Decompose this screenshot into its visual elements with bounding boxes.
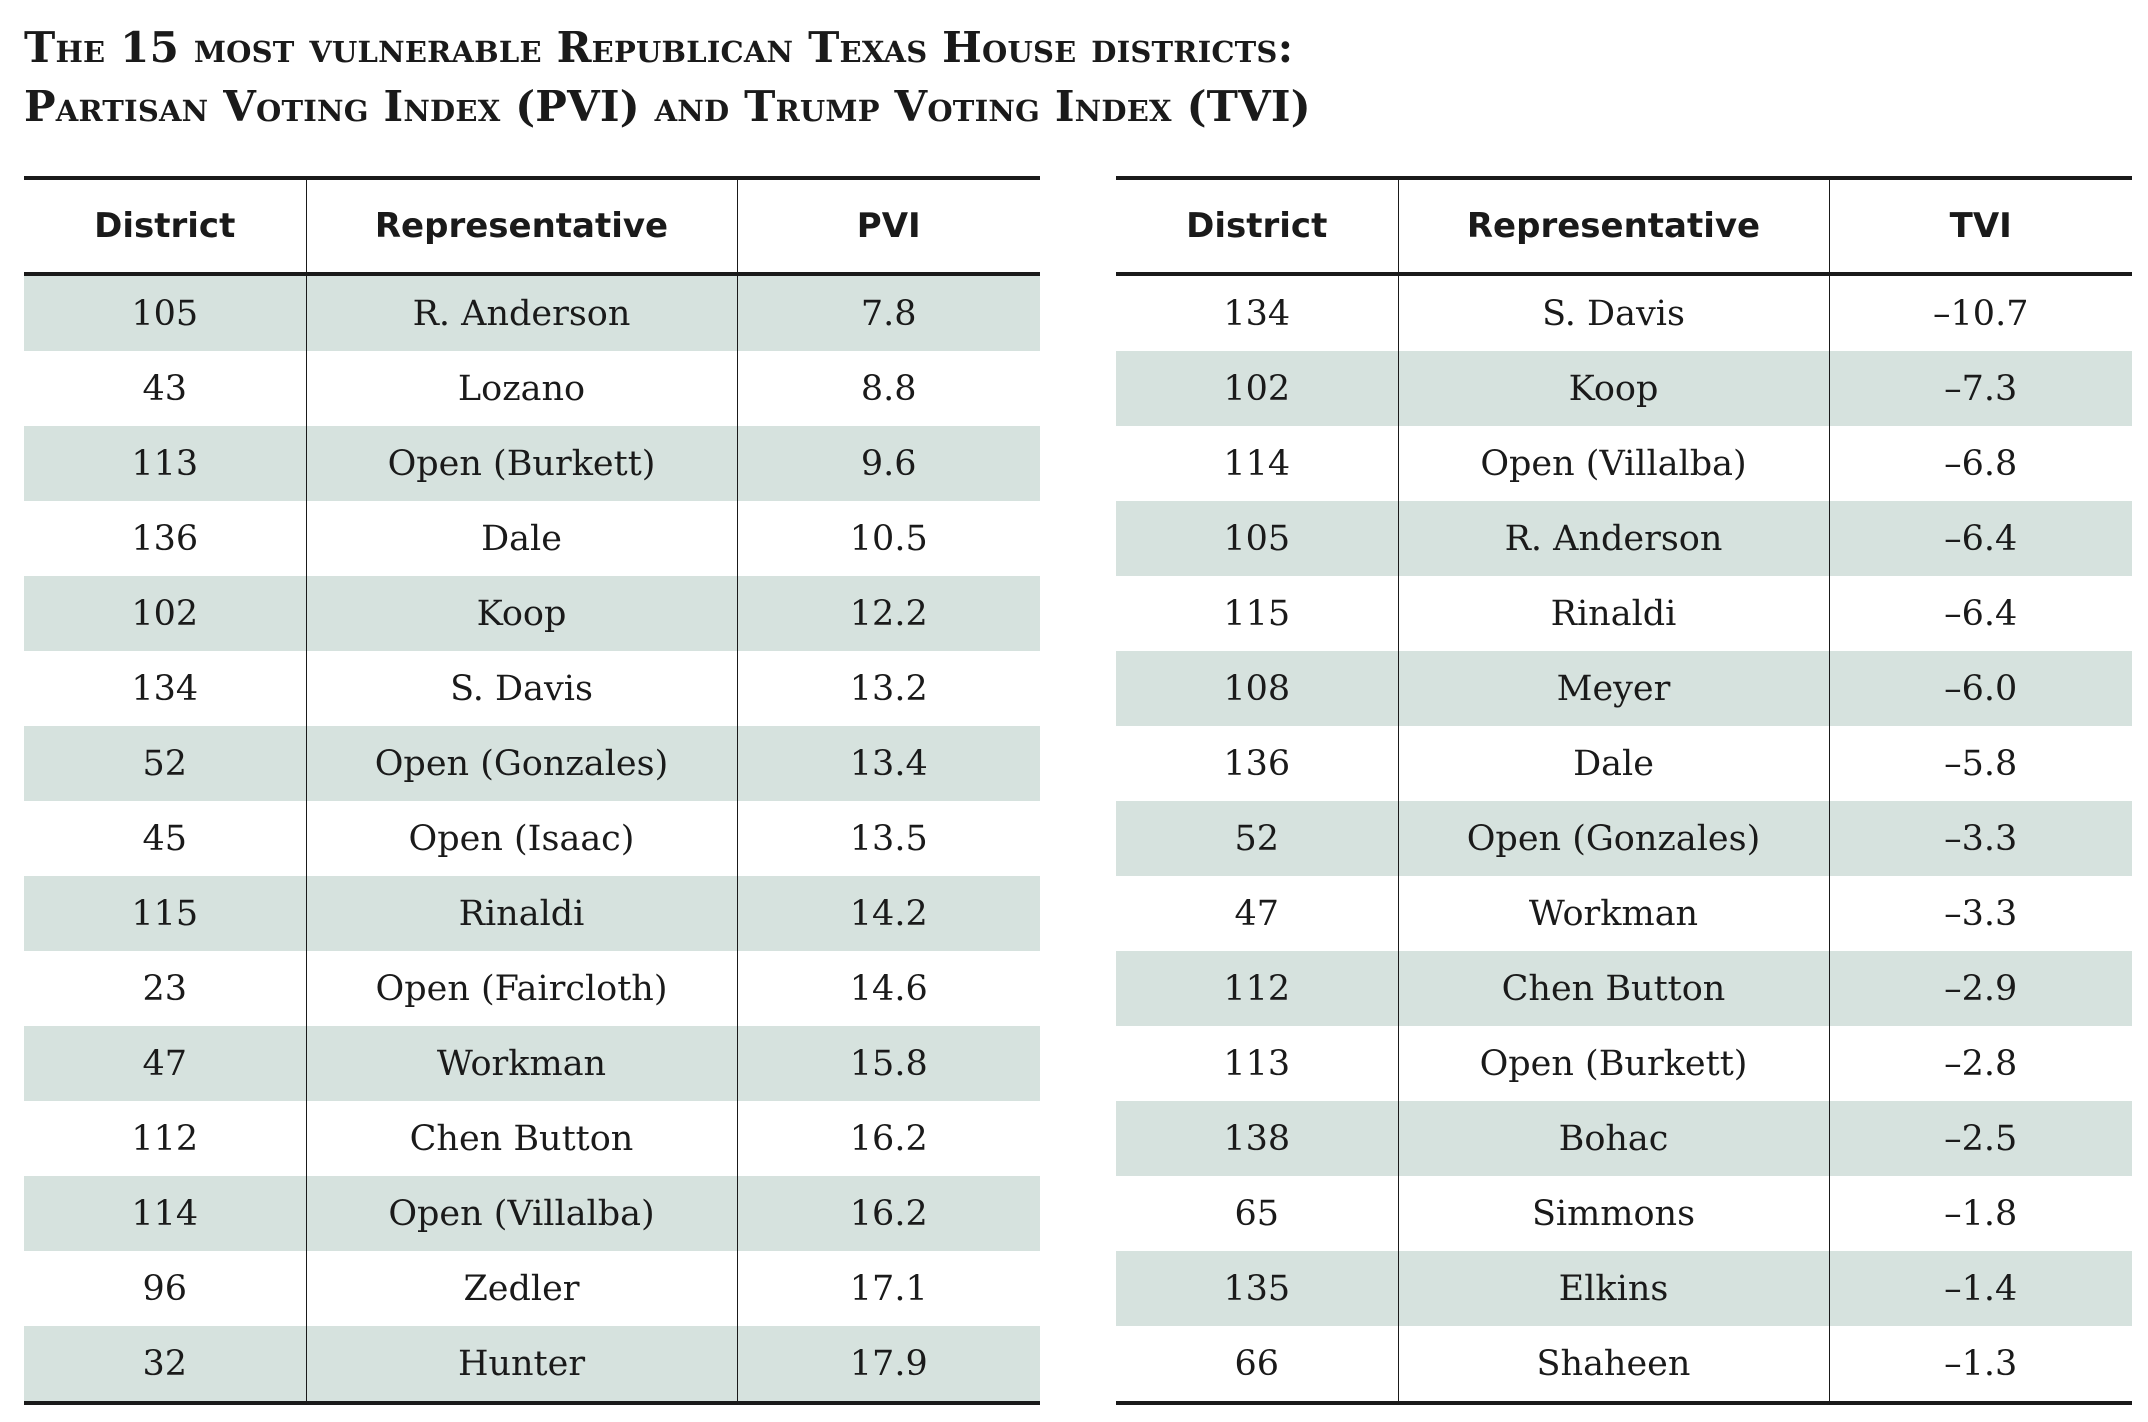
table-row xyxy=(24,274,1040,351)
index-value-cell: 9.6 xyxy=(737,426,1040,501)
table-header-row xyxy=(24,178,1040,274)
district-cell: 108 xyxy=(1116,651,1398,726)
column-header-tvi: TVI xyxy=(1829,178,2132,274)
representative-cell: Open (Burkett) xyxy=(306,426,737,501)
representative-cell: S. Davis xyxy=(306,651,737,726)
index-value-cell: 13.4 xyxy=(737,726,1040,801)
table-row xyxy=(24,1326,1040,1403)
table-row xyxy=(24,651,1040,726)
representative-cell: Hunter xyxy=(306,1326,737,1403)
index-value-cell: 8.8 xyxy=(737,351,1040,426)
district-cell: 23 xyxy=(142,968,188,1009)
representative-cell: Open (Villalba) xyxy=(306,1176,737,1251)
representative-cell: Dale xyxy=(306,501,737,576)
district-cell: 96 xyxy=(142,1268,188,1309)
district-cell: 138 xyxy=(1116,1101,1398,1176)
index-value-cell: –1.8 xyxy=(1829,1176,2132,1251)
index-value-cell: –6.4 xyxy=(1829,501,2132,576)
representative-cell: Meyer xyxy=(1398,651,1829,726)
title-line-2: Partisan Voting Index (PVI) and Trump Voting Index (TVI) xyxy=(24,82,1311,131)
district-cell: 112 xyxy=(131,1118,199,1159)
representative-cell: Bohac xyxy=(1398,1101,1829,1176)
table-header-row xyxy=(1116,178,2132,274)
table-row xyxy=(24,576,1040,651)
table-row xyxy=(1116,1326,2132,1403)
table-row xyxy=(1116,501,2132,576)
district-cell: 135 xyxy=(1116,1251,1398,1326)
index-value-cell: 14.2 xyxy=(737,876,1040,951)
district-cell: 114 xyxy=(24,1176,306,1251)
representative-cell: Koop xyxy=(306,576,737,651)
table-row xyxy=(24,501,1040,576)
table-row xyxy=(24,726,1040,801)
table-row xyxy=(24,951,1040,1026)
district-cell: 134 xyxy=(131,668,199,709)
table-row xyxy=(1116,1251,2132,1326)
table-row xyxy=(1116,274,2132,351)
district-cell: 47 xyxy=(1234,893,1280,934)
index-value-cell: –2.9 xyxy=(1829,951,2132,1026)
district-cell: 65 xyxy=(1234,1193,1280,1234)
district-cell: 134 xyxy=(1223,293,1291,334)
table-row xyxy=(24,801,1040,876)
representative-cell: Open (Burkett) xyxy=(1398,1026,1829,1101)
representative-cell: Shaheen xyxy=(1398,1326,1829,1403)
district-cell: 113 xyxy=(1223,1043,1291,1084)
column-header-district: District xyxy=(24,178,306,274)
column-header-pvi: PVI xyxy=(737,178,1040,274)
table-row xyxy=(24,1101,1040,1176)
representative-cell: Simmons xyxy=(1398,1176,1829,1251)
index-value-cell: 10.5 xyxy=(737,501,1040,576)
district-cell: 115 xyxy=(1223,593,1291,634)
table-row xyxy=(1116,726,2132,801)
index-value-cell: 17.1 xyxy=(737,1251,1040,1326)
table-row xyxy=(24,426,1040,501)
table-row xyxy=(24,1176,1040,1251)
table-row xyxy=(24,1026,1040,1101)
representative-cell: Open (Gonzales) xyxy=(306,726,737,801)
district-cell: 113 xyxy=(24,426,306,501)
column-header-district: District xyxy=(1116,178,1398,274)
index-value-cell: –1.4 xyxy=(1829,1251,2132,1326)
page-title xyxy=(24,18,1311,136)
index-value-cell: –3.3 xyxy=(1829,876,2132,951)
table-row xyxy=(1116,426,2132,501)
district-cell: 115 xyxy=(24,876,306,951)
district-cell: 52 xyxy=(1116,801,1398,876)
representative-cell: S. Davis xyxy=(1398,274,1829,351)
district-cell: 102 xyxy=(24,576,306,651)
index-value-cell: 14.6 xyxy=(737,951,1040,1026)
tvi-table xyxy=(1116,176,2132,1405)
index-value-cell: 12.2 xyxy=(737,576,1040,651)
tvi-table-body xyxy=(1116,274,2132,1403)
district-cell: 32 xyxy=(24,1326,306,1403)
index-value-cell: 15.8 xyxy=(737,1026,1040,1101)
column-header-representative: Representative xyxy=(306,178,737,274)
district-cell: 52 xyxy=(24,726,306,801)
representative-cell: R. Anderson xyxy=(1398,501,1829,576)
representative-cell: Open (Isaac) xyxy=(306,801,737,876)
table-row xyxy=(1116,1176,2132,1251)
table-row xyxy=(1116,876,2132,951)
district-cell: 43 xyxy=(142,368,188,409)
representative-cell: Workman xyxy=(306,1026,737,1101)
index-value-cell: –7.3 xyxy=(1829,351,2132,426)
district-cell: 114 xyxy=(1223,443,1291,484)
table-row xyxy=(24,876,1040,951)
index-value-cell: –2.8 xyxy=(1829,1026,2132,1101)
index-value-cell: –6.0 xyxy=(1829,651,2132,726)
district-cell: 112 xyxy=(1116,951,1398,1026)
table-row xyxy=(1116,651,2132,726)
representative-cell: R. Anderson xyxy=(306,274,737,351)
representative-cell: Open (Faircloth) xyxy=(306,951,737,1026)
index-value-cell: –10.7 xyxy=(1829,274,2132,351)
district-cell: 105 xyxy=(24,274,306,351)
index-value-cell: –3.3 xyxy=(1829,801,2132,876)
index-value-cell: 7.8 xyxy=(737,274,1040,351)
district-cell: 66 xyxy=(1234,1343,1280,1384)
representative-cell: Rinaldi xyxy=(306,876,737,951)
index-value-cell: 13.5 xyxy=(737,801,1040,876)
representative-cell: Chen Button xyxy=(1398,951,1829,1026)
table-row xyxy=(1116,951,2132,1026)
district-cell: 47 xyxy=(24,1026,306,1101)
index-value-cell: 16.2 xyxy=(737,1101,1040,1176)
table-row xyxy=(24,351,1040,426)
table-row xyxy=(1116,1101,2132,1176)
representative-cell: Zedler xyxy=(306,1251,737,1326)
representative-cell: Open (Gonzales) xyxy=(1398,801,1829,876)
index-value-cell: –6.4 xyxy=(1829,576,2132,651)
representative-cell: Koop xyxy=(1398,351,1829,426)
index-value-cell: 17.9 xyxy=(737,1326,1040,1403)
representative-cell: Elkins xyxy=(1398,1251,1829,1326)
representative-cell: Chen Button xyxy=(306,1101,737,1176)
representative-cell: Dale xyxy=(1398,726,1829,801)
table-row xyxy=(1116,801,2132,876)
index-value-cell: –5.8 xyxy=(1829,726,2132,801)
table-row xyxy=(24,1251,1040,1326)
representative-cell: Open (Villalba) xyxy=(1398,426,1829,501)
index-value-cell: 13.2 xyxy=(737,651,1040,726)
district-cell: 45 xyxy=(142,818,188,859)
index-value-cell: –2.5 xyxy=(1829,1101,2132,1176)
table-row xyxy=(1116,1026,2132,1101)
district-cell: 136 xyxy=(131,518,199,559)
table-row xyxy=(1116,576,2132,651)
pvi-table-body xyxy=(24,274,1040,1403)
index-value-cell: 16.2 xyxy=(737,1176,1040,1251)
representative-cell: Workman xyxy=(1398,876,1829,951)
column-header-representative: Representative xyxy=(1398,178,1829,274)
district-cell: 105 xyxy=(1116,501,1398,576)
index-value-cell: –1.3 xyxy=(1829,1326,2132,1403)
district-cell: 102 xyxy=(1116,351,1398,426)
index-value-cell: –6.8 xyxy=(1829,426,2132,501)
pvi-table xyxy=(24,176,1040,1405)
title-line-1: The 15 most vulnerable Republican Texas House districts: xyxy=(24,23,1294,72)
representative-cell: Lozano xyxy=(306,351,737,426)
district-cell: 136 xyxy=(1223,743,1291,784)
representative-cell: Rinaldi xyxy=(1398,576,1829,651)
table-row xyxy=(1116,351,2132,426)
